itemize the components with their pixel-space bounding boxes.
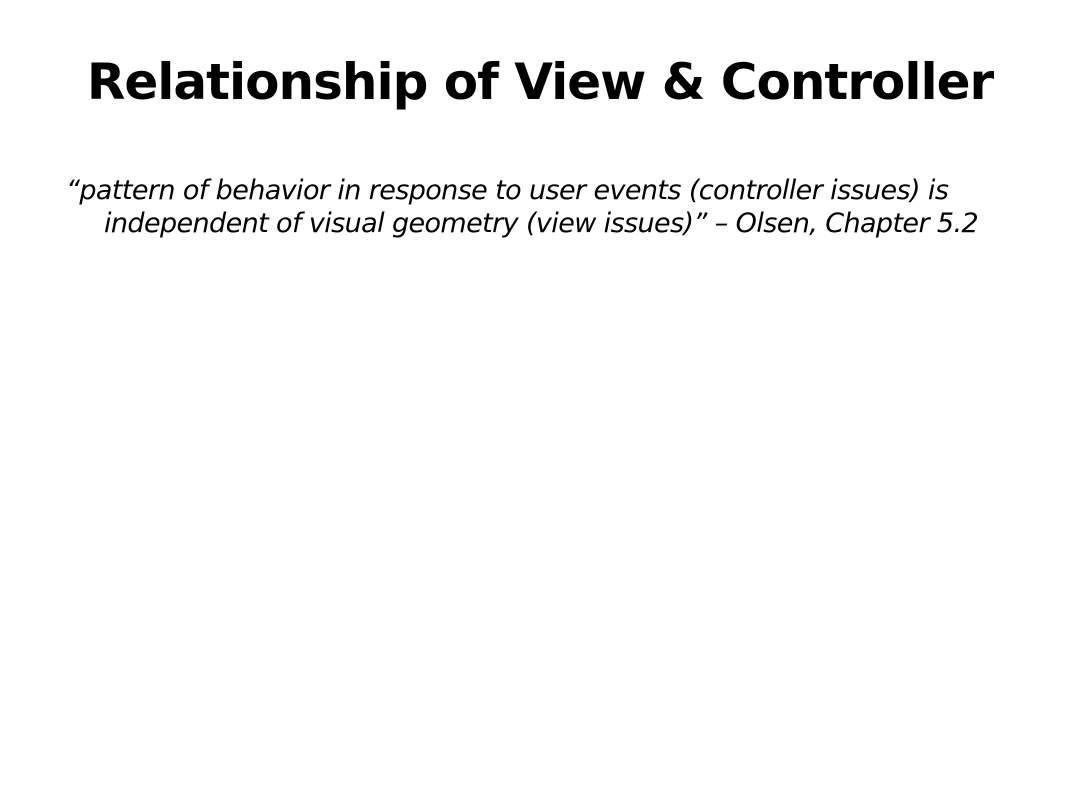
slide-title: Relationship of View & Controller [86,53,994,111]
quote-text: “pattern of behavior in response to user events (controller issues) is independent of visual geometry (view issues)” – Olsen, Chapter 5.2 [66,175,979,239]
